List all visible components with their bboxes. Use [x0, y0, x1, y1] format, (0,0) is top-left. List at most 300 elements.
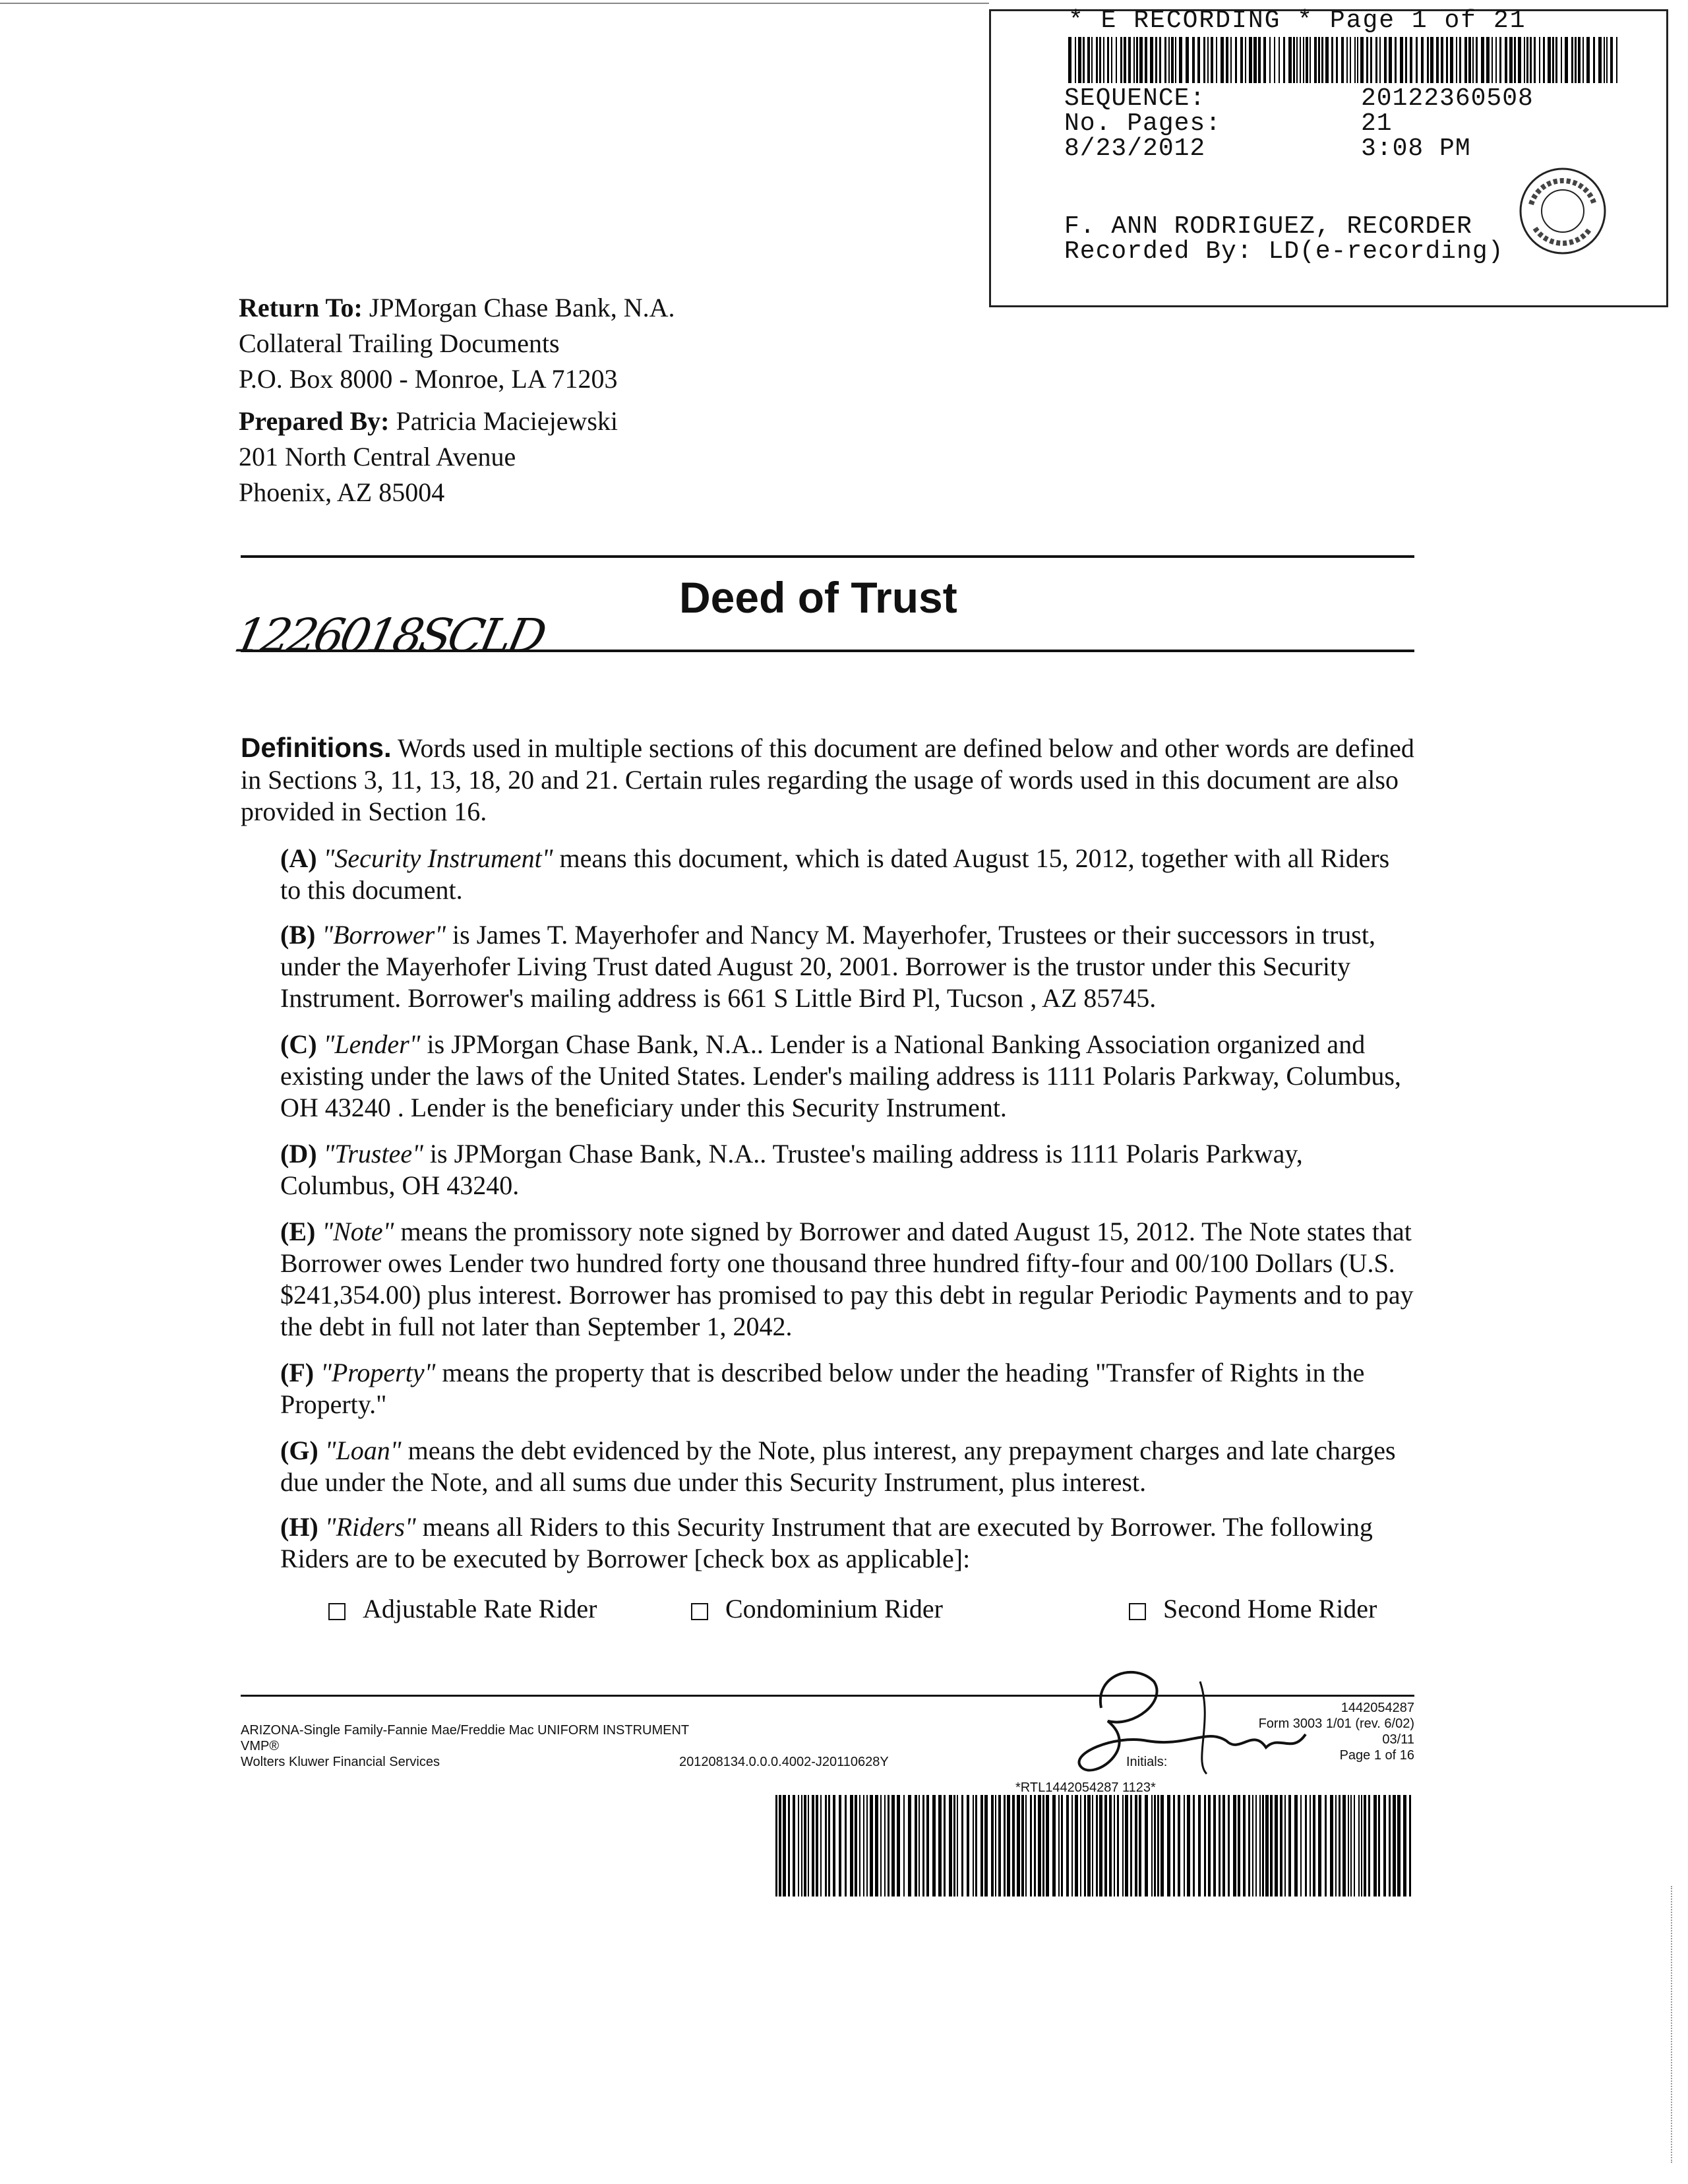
prepared-by-line2: 201 North Central Avenue — [239, 442, 516, 471]
barcode-bar — [998, 1795, 1001, 1896]
barcode-bar — [863, 1795, 864, 1896]
barcode-bar — [1058, 1795, 1060, 1896]
county-recorder-seal-icon — [1517, 165, 1609, 257]
barcode-bar — [825, 1795, 827, 1896]
return-to-label: Return To: — [239, 293, 363, 322]
rider-checkbox-second-home[interactable] — [1129, 1603, 1146, 1620]
barcode-bar — [1436, 37, 1439, 83]
barcode-bar — [919, 1795, 920, 1896]
barcode-bar — [1280, 1795, 1282, 1896]
barcode-bar — [1459, 37, 1461, 83]
recorder-name: F. ANN RODRIGUEZ, RECORDER — [1064, 212, 1472, 241]
barcode-bar — [1284, 1795, 1286, 1896]
barcode-bar — [961, 1795, 963, 1896]
barcode-bar — [897, 1795, 900, 1896]
barcode-bar — [1248, 1795, 1250, 1896]
barcode-bar — [1346, 37, 1348, 83]
barcode-bar — [1373, 1795, 1377, 1896]
barcode-bar — [1505, 37, 1507, 83]
barcode-bar — [1160, 1795, 1164, 1896]
barcode-bar — [1228, 1795, 1230, 1896]
barcode-bar — [1219, 1795, 1221, 1896]
barcode-bar — [1350, 37, 1351, 83]
definition-a: (A) "Security Instrument" means this document, which is dated August 15, 2012, together with all Riders to this document. — [280, 843, 1390, 905]
barcode-bar — [1330, 1795, 1333, 1896]
recording-time: 3:08 PM — [1361, 135, 1471, 163]
return-to-name: JPMorgan Chase Bank, N.A. — [369, 293, 675, 322]
barcode-bar — [1279, 37, 1280, 83]
barcode-bar — [1253, 37, 1257, 83]
definition-d: (D) "Trustee" is JPMorgan Chase Bank, N.A.. Trustee's mailing address is 1111 Polaris Parkway, Columbus, OH 43240. — [280, 1139, 1303, 1200]
barcode-bar — [1530, 37, 1532, 83]
barcode-bar — [1186, 37, 1189, 83]
barcode-bar — [1499, 37, 1501, 83]
barcode-bar — [1117, 1795, 1119, 1896]
return-to-line3: P.O. Box 8000 - Monroe, LA 71203 — [239, 364, 618, 394]
barcode-bar — [1240, 37, 1243, 83]
barcode-bar — [1561, 37, 1562, 83]
barcode-bar — [1379, 37, 1381, 83]
barcode-bar — [1430, 37, 1433, 83]
barcode-bar — [1306, 37, 1308, 83]
barcode-bar — [1606, 37, 1608, 83]
recording-date: 8/23/2012 — [1064, 135, 1206, 163]
barcode-bar — [888, 1795, 889, 1896]
barcode-bar — [1238, 1795, 1240, 1896]
barcode-bar — [1104, 1795, 1107, 1896]
footer-form-number: Form 3003 1/01 (rev. 6/02) — [1258, 1716, 1414, 1731]
barcode-bar — [953, 1795, 955, 1896]
barcode-bar — [1366, 37, 1368, 83]
barcode-bar — [1092, 1795, 1093, 1896]
definition-b: (B) "Borrower" is James T. Mayerhofer and Nancy M. Mayerhofer, Trustees or their successors in trust, under the Mayerhofer Living Trust dated August 20, 2001. Borrower is the trustor under this Security Instrument. Borrower's mailing address is 661 S Little Bird Pl, Tucson , AZ 85745. — [280, 920, 1375, 1013]
barcode-bar — [991, 1795, 994, 1896]
barcode-bar — [1598, 37, 1602, 83]
barcode-bar — [949, 1795, 952, 1896]
barcode-bar — [793, 1795, 795, 1896]
barcode-bar — [1270, 1795, 1273, 1896]
barcode-bar — [1293, 37, 1295, 83]
barcode-bar — [1171, 37, 1174, 83]
barcode-bar — [995, 1795, 996, 1896]
barcode-bar — [1193, 1795, 1195, 1896]
barcode-bar — [1456, 37, 1457, 83]
barcode-bar — [1111, 37, 1112, 83]
barcode-bar — [932, 1795, 936, 1896]
rider-checkbox-adjustable-rate[interactable] — [328, 1603, 346, 1620]
barcode-bar — [1099, 1795, 1102, 1896]
barcode-bar — [1616, 37, 1617, 83]
barcode-bar — [1025, 1795, 1027, 1896]
definition-f: (F) "Property" means the property that is described below under the heading "Transfer of Rights in the Property." — [280, 1358, 1365, 1419]
barcode-bar — [1578, 37, 1581, 83]
barcode-bar — [1184, 1795, 1185, 1896]
barcode-bar — [1314, 37, 1317, 83]
barcode-bar — [1255, 1795, 1257, 1896]
barcode-bar — [1204, 1795, 1206, 1896]
barcode-bar — [1046, 1795, 1049, 1896]
barcode-bar — [1375, 37, 1377, 83]
barcode-bar — [1575, 37, 1577, 83]
barcode-bar — [1378, 1795, 1380, 1896]
barcode-bar — [1258, 37, 1261, 83]
document-title: Deed of Trust — [679, 573, 957, 622]
rider-adjustable-rate[interactable]: Adjustable Rate Rider — [328, 1593, 597, 1624]
barcode-bar — [1468, 37, 1471, 83]
barcode-bar — [1168, 37, 1170, 83]
barcode-bar — [812, 1795, 814, 1896]
barcode-bar — [1154, 1795, 1156, 1896]
barcode-bar — [1265, 1795, 1269, 1896]
barcode-bar — [1476, 37, 1478, 83]
prepared-by-line3: Phoenix, AZ 85004 — [239, 477, 445, 507]
sequence-label: SEQUENCE: — [1064, 84, 1206, 113]
barcode-bar — [1582, 37, 1584, 83]
barcode-bar — [1155, 37, 1157, 83]
definition-h: (H) "Riders" means all Riders to this Security Instrument that are executed by Borrower. The following Riders are to be executed by Borrower [check box as applicable]: — [280, 1512, 1373, 1573]
footer-left-block — [241, 1722, 689, 1770]
barcode-bar — [775, 1795, 777, 1896]
barcode-bar — [1135, 1795, 1137, 1896]
barcode-bar — [1341, 37, 1344, 83]
barcode-bar — [1203, 37, 1205, 83]
barcode-bar — [1245, 37, 1246, 83]
barcode-bar — [783, 1795, 786, 1896]
barcode-bar — [1354, 37, 1356, 83]
pages-label: No. Pages: — [1064, 109, 1222, 138]
barcode-bar — [1571, 37, 1573, 83]
barcode-bar — [845, 1795, 847, 1896]
barcode-bar — [1294, 1795, 1298, 1896]
barcode-bar — [1409, 1795, 1411, 1896]
barcode-bar — [1125, 1795, 1128, 1896]
barcode-bar — [1288, 37, 1292, 83]
barcode-bar — [1252, 1795, 1253, 1896]
barcode-bar — [1336, 37, 1338, 83]
barcode-bar — [1084, 1795, 1086, 1896]
barcode-bar — [1080, 1795, 1081, 1896]
barcode-bar — [1145, 1795, 1148, 1896]
barcode-bar — [1361, 1795, 1362, 1896]
barcode-bar — [1275, 1795, 1278, 1896]
rider-second-home[interactable]: Second Home Rider — [1129, 1593, 1377, 1624]
barcode-bar — [1216, 37, 1217, 83]
barcode-bar — [1221, 37, 1224, 83]
prepared-by-name: Patricia Maciejewski — [396, 406, 618, 436]
barcode-bar — [1087, 1795, 1091, 1896]
barcode-bar — [1145, 37, 1147, 83]
barcode-bar — [1208, 1795, 1211, 1896]
barcode-bar — [779, 1795, 781, 1896]
barcode-bar — [1403, 1795, 1406, 1896]
barcode-bar — [903, 1795, 905, 1896]
barcode-bar — [1235, 37, 1237, 83]
barcode-bar — [1274, 37, 1275, 83]
barcode-bar — [1310, 1795, 1311, 1896]
barcode-bar — [1233, 1795, 1236, 1896]
rider-checkbox-condominium[interactable] — [691, 1603, 708, 1620]
barcode-bar — [1030, 1795, 1032, 1896]
barcode-bar — [1151, 1795, 1153, 1896]
barcode-bar — [1139, 37, 1143, 83]
barcode-bar — [1007, 1795, 1010, 1896]
barcode-bar — [1283, 37, 1285, 83]
barcode-bar — [1395, 37, 1397, 83]
barcode-bar — [1586, 37, 1590, 83]
footer-revision: 03/11 — [1382, 1732, 1414, 1747]
handwritten-loan-number — [229, 600, 564, 666]
barcode-bar — [1313, 1795, 1315, 1896]
barcode-bar — [1091, 37, 1093, 83]
barcode-bar — [1555, 37, 1557, 83]
barcode-bar — [839, 1795, 841, 1896]
barcode-bar — [1038, 1795, 1041, 1896]
barcode-bar — [1192, 37, 1195, 83]
barcode-bar — [1543, 37, 1545, 83]
barcode-bar — [1103, 37, 1104, 83]
barcode-bar — [1509, 37, 1513, 83]
barcode-bar — [816, 1795, 818, 1896]
footer-initials-label: Initials: — [1126, 1755, 1168, 1769]
barcode-bar — [1122, 1795, 1124, 1896]
barcode-bar — [1075, 37, 1076, 83]
barcode-bar — [1021, 1795, 1024, 1896]
barcode-bar — [1495, 37, 1497, 83]
barcode-bar — [1405, 37, 1407, 83]
barcode-bar — [1078, 37, 1081, 83]
barcode-bar — [1012, 1795, 1015, 1896]
barcode-bar — [1066, 1795, 1069, 1896]
barcode-bar — [1303, 37, 1304, 83]
barcode-bar — [1213, 1795, 1216, 1896]
barcode-bar — [1075, 1795, 1078, 1896]
barcode-bar — [1342, 1795, 1346, 1896]
barcode-bar — [828, 1795, 830, 1896]
barcode-bar — [1565, 37, 1568, 83]
barcode-bar — [1263, 37, 1266, 83]
barcode-bar — [1360, 37, 1364, 83]
return-to-line2: Collateral Trailing Documents — [239, 328, 560, 358]
barcode-bar — [938, 1795, 942, 1896]
footer-barcode-text: *RTL1442054287 1123* — [1015, 1780, 1156, 1795]
barcode-bar — [1269, 37, 1271, 83]
definitions-intro-text: Words used in multiple sections of this document are defined below and other words are defined in Sections 3, 11, 13, 18, 20 and 21. Certain rules regarding the usage of words used in this document are also provided in Section 16. — [241, 733, 1414, 826]
handwritten-loan-number-text: 1226018SCLD — [229, 608, 552, 663]
barcode-bar — [1427, 37, 1429, 83]
barcode-bar — [1130, 1795, 1132, 1896]
recording-title: * E RECORDING * Page 1 of 21 — [1068, 7, 1526, 35]
barcode-bar — [1107, 37, 1109, 83]
footer-publisher: Wolters Kluwer Financial Services — [241, 1755, 440, 1769]
barcode-bar — [1114, 1795, 1115, 1896]
barcode-bar — [1071, 1795, 1073, 1896]
title-top-rule — [241, 555, 1414, 558]
barcode-bar — [875, 1795, 878, 1896]
sequence-value: 20122360508 — [1361, 84, 1534, 113]
barcode-bar — [1350, 1795, 1352, 1896]
barcode-bar — [1397, 1795, 1401, 1896]
barcode-bar — [1325, 1795, 1327, 1896]
barcode-bar — [1492, 37, 1493, 83]
recorded-by: Recorded By: LD(e-recording) — [1064, 237, 1504, 266]
barcode-bar — [1348, 1795, 1349, 1896]
barcode-bar — [1207, 37, 1209, 83]
barcode-bar — [1099, 37, 1101, 83]
barcode-bar — [1486, 37, 1490, 83]
barcode-bar — [1136, 37, 1138, 83]
barcode-bar — [1068, 37, 1071, 83]
barcode-bar — [1339, 1795, 1341, 1896]
rider-condominium[interactable]: Condominium Rider — [691, 1593, 943, 1624]
barcode-bar — [1150, 37, 1153, 83]
barcode-bar — [1393, 1795, 1396, 1896]
barcode-bar — [1178, 1795, 1180, 1896]
barcode-bar — [850, 1795, 853, 1896]
barcode-bar — [1354, 1795, 1355, 1896]
barcode-bar — [1410, 37, 1412, 83]
barcode-bar — [1197, 37, 1200, 83]
barcode-bar — [980, 1795, 983, 1896]
barcode-bar — [1061, 1795, 1063, 1896]
barcode-bar — [908, 1795, 911, 1896]
barcode-bar — [1230, 37, 1232, 83]
barcode-bar — [1262, 1795, 1264, 1896]
barcode-bar — [798, 1795, 799, 1896]
barcode-bar — [1518, 37, 1521, 83]
barcode-bar — [1416, 37, 1418, 83]
borrower-signature-initials — [1055, 1655, 1398, 1794]
barcode-bar — [1175, 37, 1176, 83]
barcode-bar — [1318, 37, 1320, 83]
barcode-bar — [1198, 1795, 1201, 1896]
barcode-bar — [1514, 37, 1516, 83]
barcode-bar — [1159, 37, 1161, 83]
barcode-bar — [804, 1795, 806, 1896]
barcode-bar — [1300, 37, 1301, 83]
barcode-bar — [1534, 37, 1536, 83]
barcode-bar — [1383, 1795, 1386, 1896]
barcode-bar — [1128, 37, 1131, 83]
footer-form-description: ARIZONA-Single Family-Fannie Mae/Freddie Mac UNIFORM INSTRUMENT — [241, 1723, 690, 1738]
barcode-bar — [1296, 37, 1298, 83]
barcode-bar — [1211, 37, 1213, 83]
barcode-bar — [1548, 37, 1551, 83]
barcode-bar — [866, 1795, 868, 1896]
scan-margin-marks — [1671, 1886, 1674, 2163]
footer-loan-number: 1442054287 — [1341, 1701, 1414, 1715]
pages-value: 21 — [1361, 109, 1393, 138]
barcode-bar — [1358, 1795, 1360, 1896]
barcode-bar — [1004, 1795, 1006, 1896]
definitions-intro — [241, 732, 1414, 828]
barcode-bar — [1133, 37, 1135, 83]
barcode-bar — [1124, 37, 1126, 83]
barcode-bar — [833, 1795, 835, 1896]
barcode-bar — [1335, 1795, 1337, 1896]
barcode-bar — [1222, 1795, 1225, 1896]
barcode-bar — [1259, 1795, 1261, 1896]
barcode-bar — [1157, 1795, 1159, 1896]
barcode-bar — [1441, 37, 1443, 83]
definitions-heading: Definitions. — [241, 732, 392, 763]
barcode-bar — [1187, 1795, 1190, 1896]
barcode-bar — [1120, 37, 1122, 83]
barcode-bar — [1042, 1795, 1044, 1896]
barcode-bar — [1083, 37, 1085, 83]
barcode-bar — [1389, 37, 1392, 83]
barcode-bar — [1249, 37, 1252, 83]
barcode-bar — [1167, 1795, 1170, 1896]
barcode-bar — [1109, 1795, 1112, 1896]
barcode-bar — [1164, 37, 1166, 83]
barcode-bar — [915, 1795, 917, 1896]
barcode-bar — [1446, 37, 1448, 83]
footer-vmp: VMP® — [241, 1739, 280, 1753]
barcode-bar — [1357, 37, 1358, 83]
barcode-bar — [926, 1795, 929, 1896]
barcode-bar — [1173, 1795, 1175, 1896]
barcode-bar — [891, 1795, 895, 1896]
barcode-bar — [859, 1795, 860, 1896]
barcode-bar — [1539, 37, 1540, 83]
barcode-bar — [1288, 1795, 1291, 1896]
barcode-bar — [1087, 37, 1090, 83]
barcode-bar — [1604, 37, 1605, 83]
recording-barcode — [1068, 37, 1622, 83]
barcode-bar — [1370, 37, 1372, 83]
barcode-bar — [967, 1795, 969, 1896]
barcode-bar — [1450, 37, 1453, 83]
barcode-bar — [1400, 37, 1403, 83]
barcode-bar — [801, 1795, 802, 1896]
barcode-bar — [1300, 1795, 1302, 1896]
barcode-bar — [1243, 1795, 1246, 1896]
barcode-bar — [1017, 1795, 1020, 1896]
barcode-bar — [1052, 1795, 1056, 1896]
barcode-bar — [1384, 37, 1387, 83]
barcode-bar — [1368, 1795, 1370, 1896]
barcode-bar — [1481, 37, 1484, 83]
barcode-bar — [808, 1795, 809, 1896]
definition-g: (G) "Loan" means the debt evidenced by the Note, plus interest, any prepayment charges and late charges due under the Note, and all sums due under this Security Instrument, plus interest. — [280, 1436, 1396, 1497]
barcode-bar — [1552, 37, 1554, 83]
return-to-block — [239, 290, 675, 510]
barcode-bar — [1464, 37, 1467, 83]
barcode-bar — [1096, 37, 1098, 83]
barcode-bar — [880, 1795, 882, 1896]
barcode-bar — [1305, 1795, 1307, 1896]
barcode-bar — [1526, 37, 1528, 83]
barcode-bar — [870, 1795, 873, 1896]
prepared-by-label: Prepared By: — [239, 406, 390, 436]
barcode-bar — [1593, 37, 1595, 83]
definition-c: (C) "Lender" is JPMorgan Chase Bank, N.A.. Lender is a National Banking Association organized and existing under the laws of the United States. Lender's mailing address is 1111 Polaris Parkway, Columbus, OH 43240 . Lender is the beneficiary under this Security Instrument. — [280, 1029, 1401, 1122]
barcode-bar — [1610, 37, 1613, 83]
barcode-bar — [1096, 1795, 1098, 1896]
barcode-bar — [1325, 37, 1329, 83]
barcode-bar — [922, 1795, 924, 1896]
barcode-bar — [1331, 37, 1333, 83]
barcode-bar — [1226, 37, 1228, 83]
barcode-bar — [855, 1795, 857, 1896]
barcode-bar — [1389, 1795, 1391, 1896]
barcode-bar — [884, 1795, 886, 1896]
barcode-bar — [1421, 37, 1424, 83]
barcode-bar — [975, 1795, 977, 1896]
barcode-bar — [1139, 1795, 1141, 1896]
barcode-bar — [1524, 37, 1525, 83]
scan-edge-line — [0, 3, 989, 4]
